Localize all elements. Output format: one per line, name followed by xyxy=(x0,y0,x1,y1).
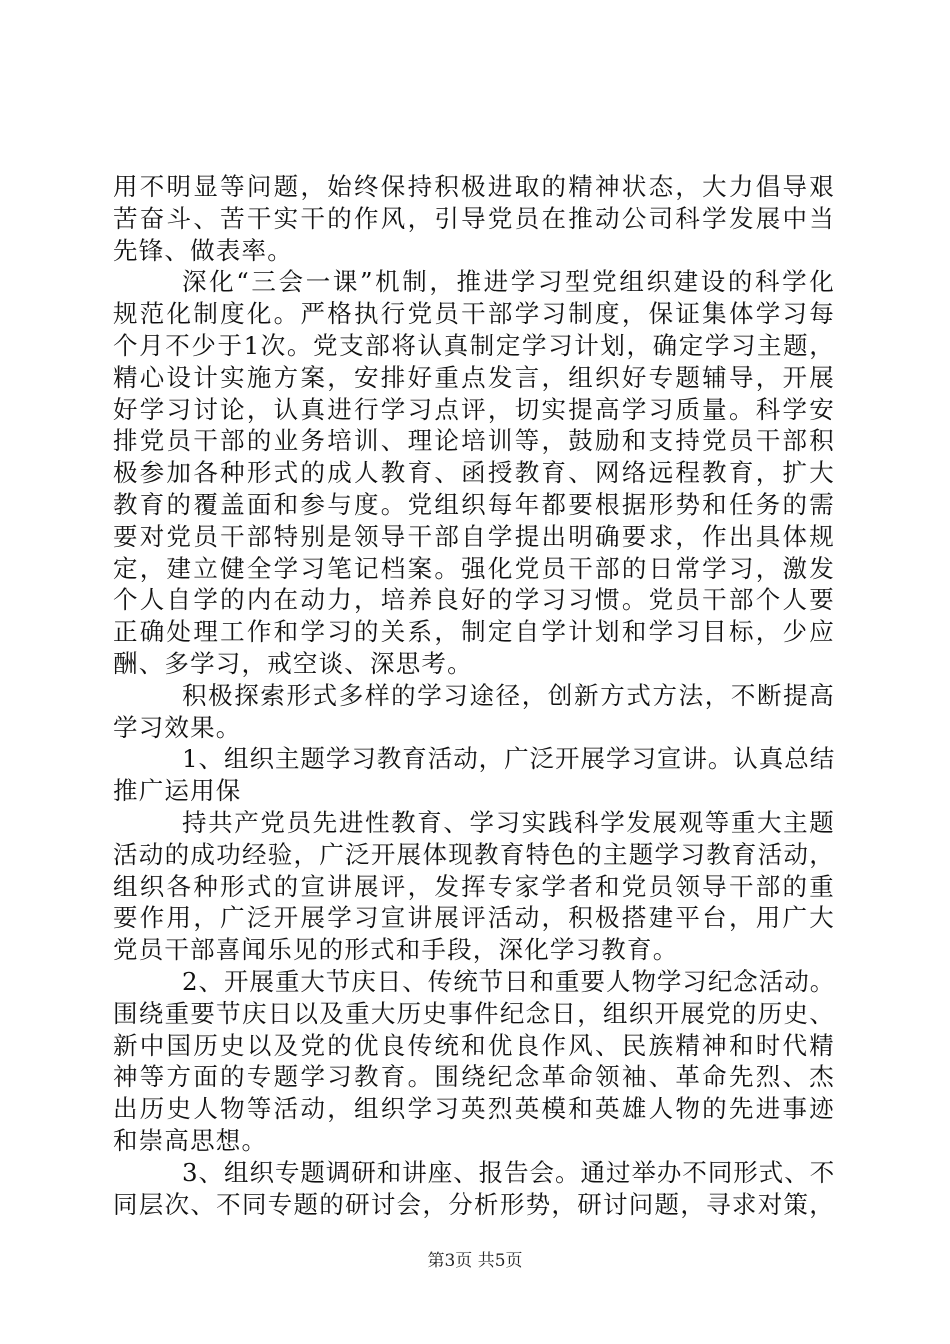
text-line: 推广运用保 xyxy=(113,776,242,806)
text-line: 正确处理工作和学习的关系，制定自学计划和学习目标，少应 xyxy=(113,617,835,647)
text-line: 定，建立健全学习笔记档案。强化党员干部的日常学习，激发 xyxy=(113,553,835,583)
text-line: 要对党员干部特别是领导干部自学提出明确要求，作出具体规 xyxy=(113,521,835,551)
text-line: 好学习讨论，认真进行学习点评，切实提高学习质量。科学安 xyxy=(113,394,835,424)
text-line: 精心设计实施方案，安排好重点发言，组织好专题辅导，开展 xyxy=(113,362,835,392)
text-line: 新中国历史以及党的优良传统和优良作风、民族精神和时代精 xyxy=(113,1030,835,1060)
text-line: 苦奋斗、苦干实干的作风，引导党员在推动公司科学发展中当 xyxy=(113,203,835,233)
text-line: 酬、多学习，戒空谈、深思考。 xyxy=(113,648,473,678)
text-line: 要作用，广泛开展学习宣讲展评活动，积极搭建平台，用广大 xyxy=(113,903,835,933)
text-line: 党员干部喜闻乐见的形式和手段，深化学习教育。 xyxy=(113,935,679,965)
text-line: 教育的覆盖面和参与度。党组织每年都要根据形势和任务的需 xyxy=(113,489,835,519)
text-line: 围绕重要节庆日以及重大历史事件纪念日，组织开展党的历史、 xyxy=(113,998,835,1028)
text-line: 2、开展重大节庆日、传统节日和重要人物学习纪念活动。 xyxy=(182,966,835,996)
text-line: 个人自学的内在动力，培养良好的学习习惯。党员干部个人要 xyxy=(113,585,835,615)
text-line: 出历史人物等活动，组织学习英烈英模和英雄人物的先进事迹 xyxy=(113,1094,835,1124)
body-text xyxy=(113,171,835,1220)
text-line: 极参加各种形式的成人教育、函授教育、网络远程教育，扩大 xyxy=(113,458,835,488)
text-line: 深化“三会一课”机制，推进学习型党组织建设的科学化 xyxy=(182,267,835,297)
text-line: 规范化制度化。严格执行党员干部学习制度，保证集体学习每 xyxy=(113,299,835,329)
text-line: 神等方面的专题学习教育。围绕纪念革命领袖、革命先烈、杰 xyxy=(113,1062,835,1092)
text-line: 1、组织主题学习教育活动，广泛开展学习宣讲。认真总结 xyxy=(182,744,835,774)
text-line: 和崇高思想。 xyxy=(113,1125,268,1155)
text-line: 排党员干部的业务培训、理论培训等，鼓励和支持党员干部积 xyxy=(113,426,835,456)
text-line: 同层次、不同专题的研讨会，分析形势，研讨问题，寻求对策， xyxy=(113,1189,835,1219)
text-line: 持共产党员先进性教育、学习实践科学发展观等重大主题 xyxy=(182,807,835,837)
text-line: 学习效果。 xyxy=(113,712,242,742)
text-line: 先锋、做表率。 xyxy=(113,235,293,265)
text-line: 积极探索形式多样的学习途径，创新方式方法，不断提高 xyxy=(182,680,835,710)
text-line: 用不明显等问题，始终保持积极进取的精神状态，大力倡导艰 xyxy=(113,172,835,201)
text-line: 3、组织专题调研和讲座、报告会。通过举办不同形式、不 xyxy=(182,1157,835,1187)
text-line: 活动的成功经验，广泛开展体现教育特色的主题学习教育活动， xyxy=(113,839,835,869)
text-line: 个月不少于1次。党支部将认真制定学习计划，确定学习主题， xyxy=(113,330,835,360)
text-line: 组织各种形式的宣讲展评，发挥专家学者和党员领导干部的重 xyxy=(113,871,835,901)
page-footer: 第3页 共5页 xyxy=(427,1251,523,1271)
